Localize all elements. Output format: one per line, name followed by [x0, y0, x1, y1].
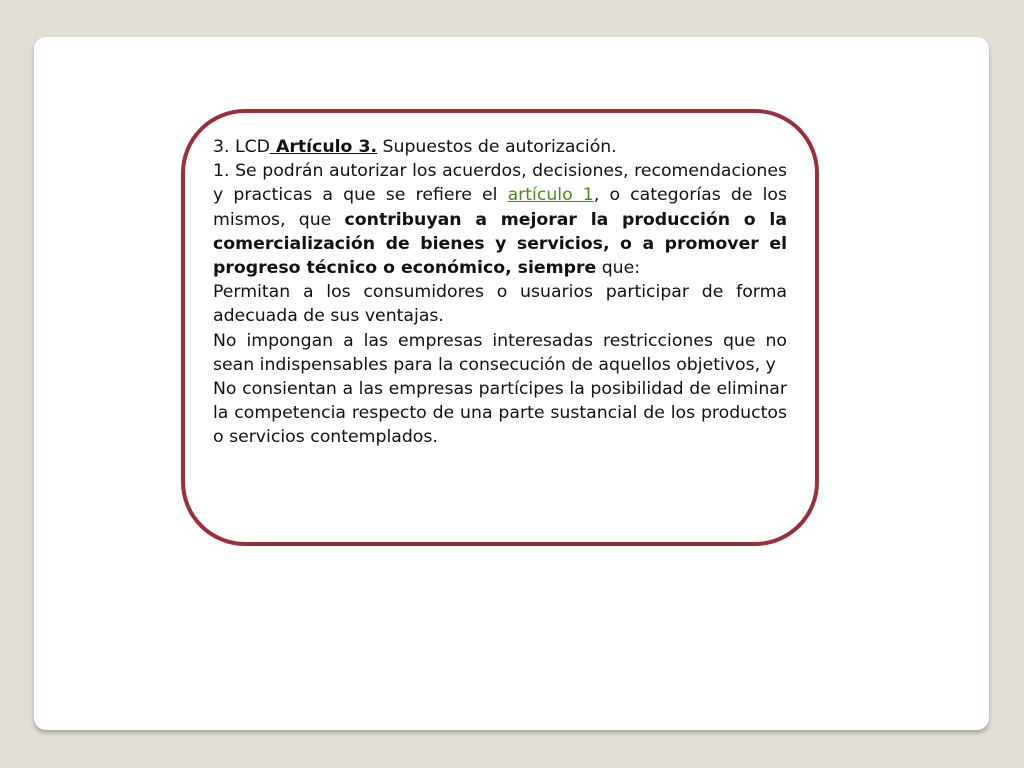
article-heading: [213, 135, 787, 159]
heading-article: Artículo 3.: [269, 137, 378, 157]
article-text-box: [181, 109, 819, 546]
condition-item-1: Permitan a los consumidores o usuarios participar de forma adecuada de sus ventajas.: [213, 282, 787, 327]
paragraph-text-c: que:: [596, 258, 641, 279]
condition-item-2: No impongan a las empresas interesadas restricciones que no sean indispensables para la consecución de aquellos objetivos, y: [213, 330, 787, 375]
paragraph-text-b: , o categorías de los mismos, que: [213, 185, 787, 230]
paragraph-text-a: 1. Se podrán autorizar los acuerdos, decisiones, recomendaciones y practicas a que se refiere el: [213, 161, 787, 206]
heading-prefix: 3. LCD: [213, 137, 270, 157]
article-1-link[interactable]: artículo 1: [507, 185, 594, 206]
condition-item-3: No consientan a las empresas partícipes la posibilidad de eliminar la competencia respecto de una parte sustancial de los productos o servicios contemplados.: [213, 379, 787, 448]
paragraph-bold-text: contribuyan a mejorar la producción o la comercialización de bienes y servicios, o a promover el progreso técnico o económico, siempre: [213, 209, 787, 279]
heading-title: Supuestos de autorización.: [377, 137, 617, 157]
paragraph-authorization: [213, 159, 787, 280]
